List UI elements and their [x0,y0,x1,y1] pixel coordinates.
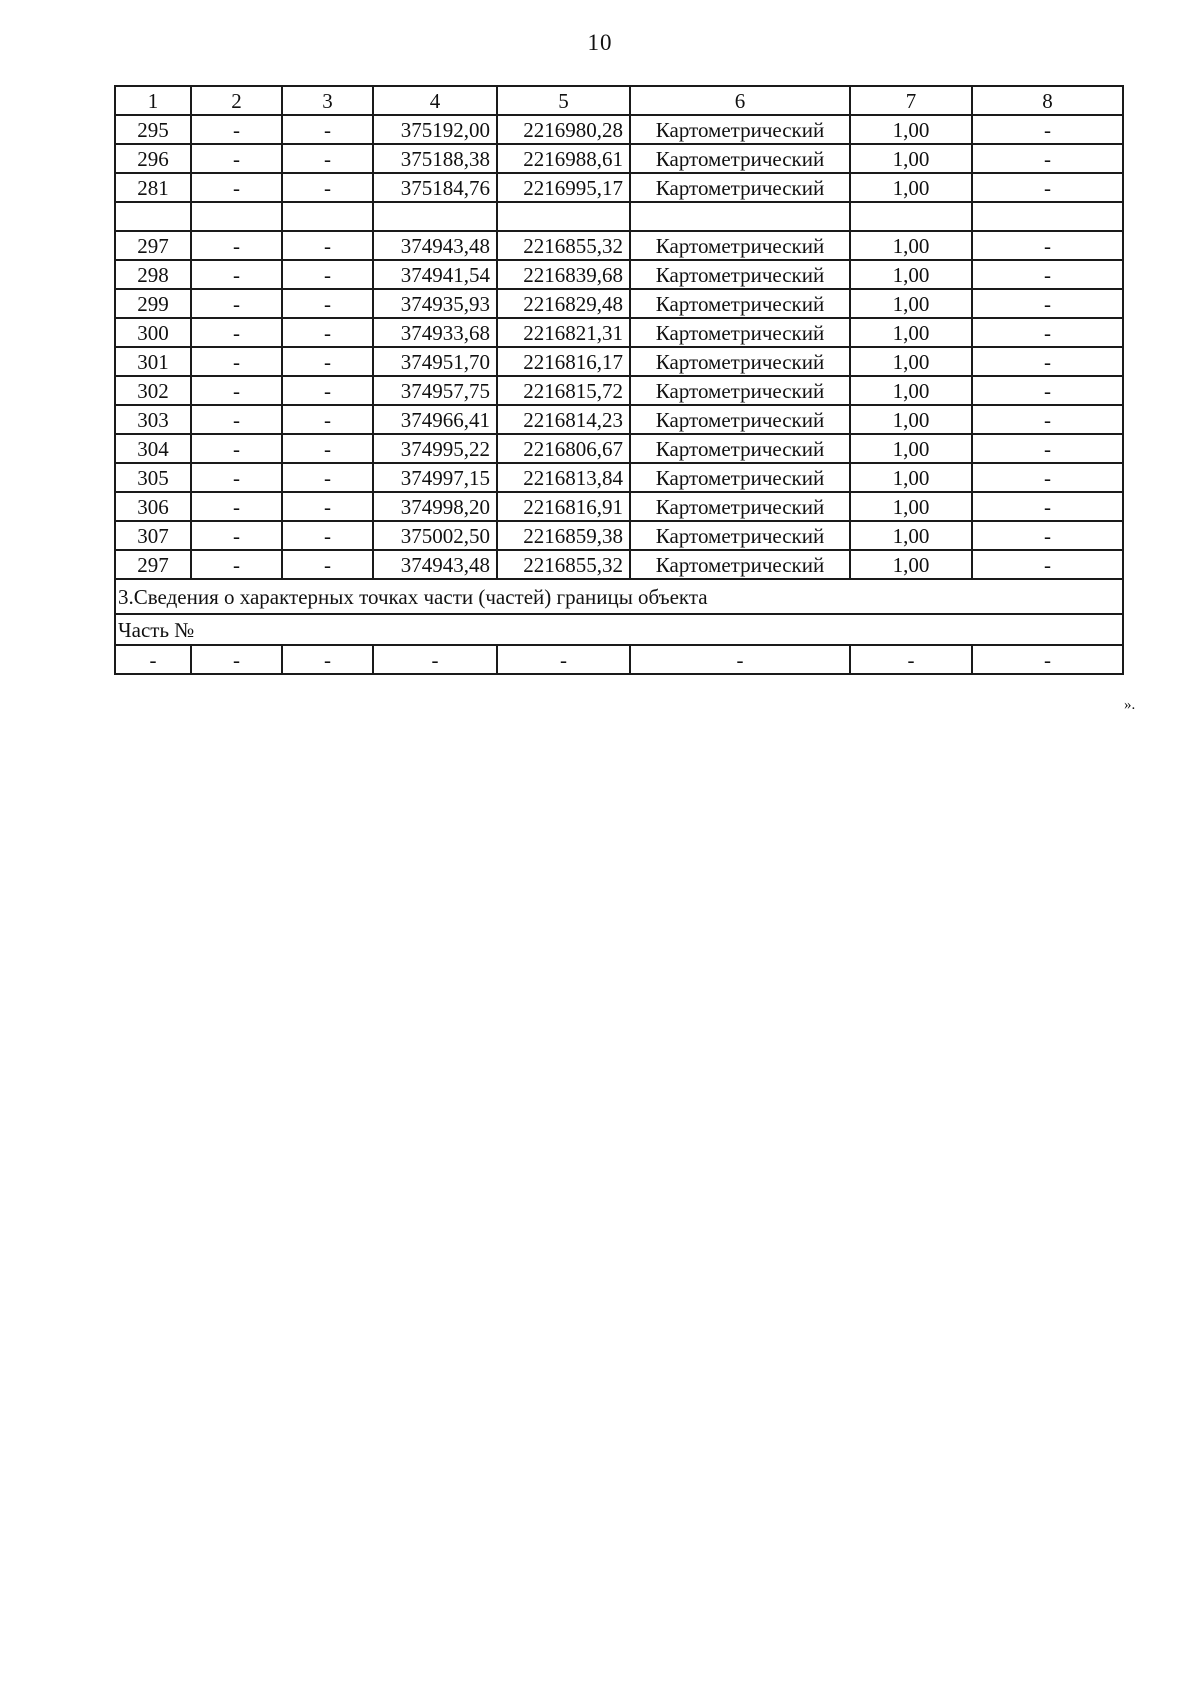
table-cell: 1,00 [850,231,972,260]
table-cell: 306 [115,492,191,521]
table-cell: - [282,463,373,492]
table-cell: Картометрический [630,405,850,434]
table-cell: 1,00 [850,115,972,144]
table-cell: 374935,93 [373,289,497,318]
table-cell: - [282,115,373,144]
table-cell: - [191,376,282,405]
table-cell: 375192,00 [373,115,497,144]
table-cell: 1,00 [850,405,972,434]
table-row [115,463,1123,492]
table-cell: - [373,645,497,674]
table-cell: 1,00 [850,492,972,521]
table-cell: - [972,173,1123,202]
empty-cell [282,202,373,231]
header-cell: 2 [191,86,282,115]
table-cell: 1,00 [850,550,972,579]
table-cell: 297 [115,550,191,579]
table-cell: - [972,376,1123,405]
table-cell: - [191,289,282,318]
header-cell: 7 [850,86,972,115]
table-cell: 1,00 [850,347,972,376]
table-row [115,550,1123,579]
table-cell: - [282,434,373,463]
empty-cell [497,202,630,231]
table-cell: - [282,645,373,674]
empty-separator-row [115,202,1123,231]
table-cell: - [972,347,1123,376]
table-cell: 375184,76 [373,173,497,202]
page-number: 10 [587,30,613,55]
table-cell: - [191,115,282,144]
table-cell: - [191,173,282,202]
table-cell: 1,00 [850,289,972,318]
table-cell: 1,00 [850,144,972,173]
table-cell: 297 [115,231,191,260]
empty-cell [850,202,972,231]
table-cell: - [191,405,282,434]
table-cell: 299 [115,289,191,318]
table-header-row [115,86,1123,115]
table-row [115,173,1123,202]
table-cell: 2216995,17 [497,173,630,202]
table-cell: - [282,347,373,376]
header-cell: 3 [282,86,373,115]
table-cell: Картометрический [630,318,850,347]
table-cell: - [630,645,850,674]
header-cell: 4 [373,86,497,115]
table-cell: 2216988,61 [497,144,630,173]
table-cell: 2216816,91 [497,492,630,521]
table-cell: 1,00 [850,376,972,405]
table-cell: Картометрический [630,492,850,521]
table-cell: 1,00 [850,260,972,289]
table-cell: - [282,550,373,579]
table-cell: 374966,41 [373,405,497,434]
table-cell: 2216980,28 [497,115,630,144]
table-cell: - [972,434,1123,463]
table-cell: Картометрический [630,289,850,318]
table-row [115,115,1123,144]
table-cell: - [972,463,1123,492]
table-cell: 374943,48 [373,231,497,260]
table-cell: 374951,70 [373,347,497,376]
table-cell: 2216813,84 [497,463,630,492]
table-cell: 374933,68 [373,318,497,347]
table-cell: 296 [115,144,191,173]
table-cell: 300 [115,318,191,347]
table-cell: - [282,405,373,434]
table-cell: - [282,260,373,289]
table-cell: Картометрический [630,115,850,144]
table-cell: 375002,50 [373,521,497,550]
table-cell: - [191,645,282,674]
empty-cell [630,202,850,231]
table-cell: Картометрический [630,260,850,289]
table-cell: 2216816,17 [497,347,630,376]
table-cell: 2216855,32 [497,550,630,579]
table-cell: 301 [115,347,191,376]
table-cell: Картометрический [630,173,850,202]
closing-quote: ». [1124,697,1136,713]
header-cell: 8 [972,86,1123,115]
table-cell: 1,00 [850,318,972,347]
table-cell: - [972,144,1123,173]
table-cell: - [191,347,282,376]
table-cell: 374941,54 [373,260,497,289]
part-points-row [115,645,1123,674]
table-cell: - [282,318,373,347]
table-cell: 1,00 [850,173,972,202]
table-cell: - [191,434,282,463]
table-cell: - [972,318,1123,347]
table-cell: 305 [115,463,191,492]
table-cell: 374995,22 [373,434,497,463]
table-cell: - [972,260,1123,289]
table-cell: - [115,645,191,674]
table-cell: 2216814,23 [497,405,630,434]
table-cell: 1,00 [850,434,972,463]
table-cell: - [282,231,373,260]
table-cell: - [972,645,1123,674]
empty-cell [373,202,497,231]
table-cell: - [282,289,373,318]
table-cell: 2216859,38 [497,521,630,550]
coordinates-table [114,85,1124,675]
table-cell: 1,00 [850,463,972,492]
header-cell: 6 [630,86,850,115]
table-row [115,144,1123,173]
table-cell: - [282,173,373,202]
table-cell: Картометрический [630,521,850,550]
table-cell: - [972,115,1123,144]
table-cell: - [972,521,1123,550]
table-cell: 304 [115,434,191,463]
table-row [115,492,1123,521]
table-cell: 303 [115,405,191,434]
section-title: 3.Сведения о характерных точках части (частей) границы объекта [115,579,1123,614]
table-cell: Картометрический [630,463,850,492]
table-cell: 2216855,32 [497,231,630,260]
header-cell: 5 [497,86,630,115]
table-cell: Картометрический [630,434,850,463]
table-row [115,434,1123,463]
section-title-row [115,579,1123,614]
table-row [115,376,1123,405]
table-cell: - [497,645,630,674]
table-cell: - [972,289,1123,318]
empty-cell [972,202,1123,231]
table-cell: Картометрический [630,550,850,579]
table-cell: 374943,48 [373,550,497,579]
table-cell: 2216815,72 [497,376,630,405]
part-label: Часть № [115,614,1123,645]
table-cell: 2216806,67 [497,434,630,463]
part-label-row [115,614,1123,645]
empty-cell [191,202,282,231]
table-cell: 374998,20 [373,492,497,521]
table-cell: 2216821,31 [497,318,630,347]
table-cell: 374997,15 [373,463,497,492]
table-cell: 374957,75 [373,376,497,405]
table-row [115,405,1123,434]
table-cell: - [191,144,282,173]
table-cell: - [282,376,373,405]
table-cell: - [191,260,282,289]
table-cell: - [972,405,1123,434]
table-cell: Картометрический [630,231,850,260]
table-cell: - [191,521,282,550]
table-row [115,289,1123,318]
table-cell: 2216839,68 [497,260,630,289]
table-cell: - [850,645,972,674]
table-cell: - [191,318,282,347]
table-cell: 307 [115,521,191,550]
empty-cell [115,202,191,231]
table-row [115,521,1123,550]
table-row [115,260,1123,289]
table-row [115,318,1123,347]
table-cell: Картометрический [630,144,850,173]
table-cell: 281 [115,173,191,202]
table-cell: - [282,521,373,550]
table-cell: 2216829,48 [497,289,630,318]
table-cell: - [282,144,373,173]
table-cell: 1,00 [850,521,972,550]
table-cell: - [972,492,1123,521]
table-cell: - [282,492,373,521]
table-cell: - [191,492,282,521]
table-cell: 298 [115,260,191,289]
table-cell: - [191,231,282,260]
table-cell: 302 [115,376,191,405]
table-row [115,231,1123,260]
table-row [115,347,1123,376]
table-cell: 295 [115,115,191,144]
table-cell: Картометрический [630,376,850,405]
table-cell: - [972,231,1123,260]
table-cell: - [191,463,282,492]
table-cell: 375188,38 [373,144,497,173]
table-cell: Картометрический [630,347,850,376]
table-cell: - [972,550,1123,579]
header-cell: 1 [115,86,191,115]
table-cell: - [191,550,282,579]
